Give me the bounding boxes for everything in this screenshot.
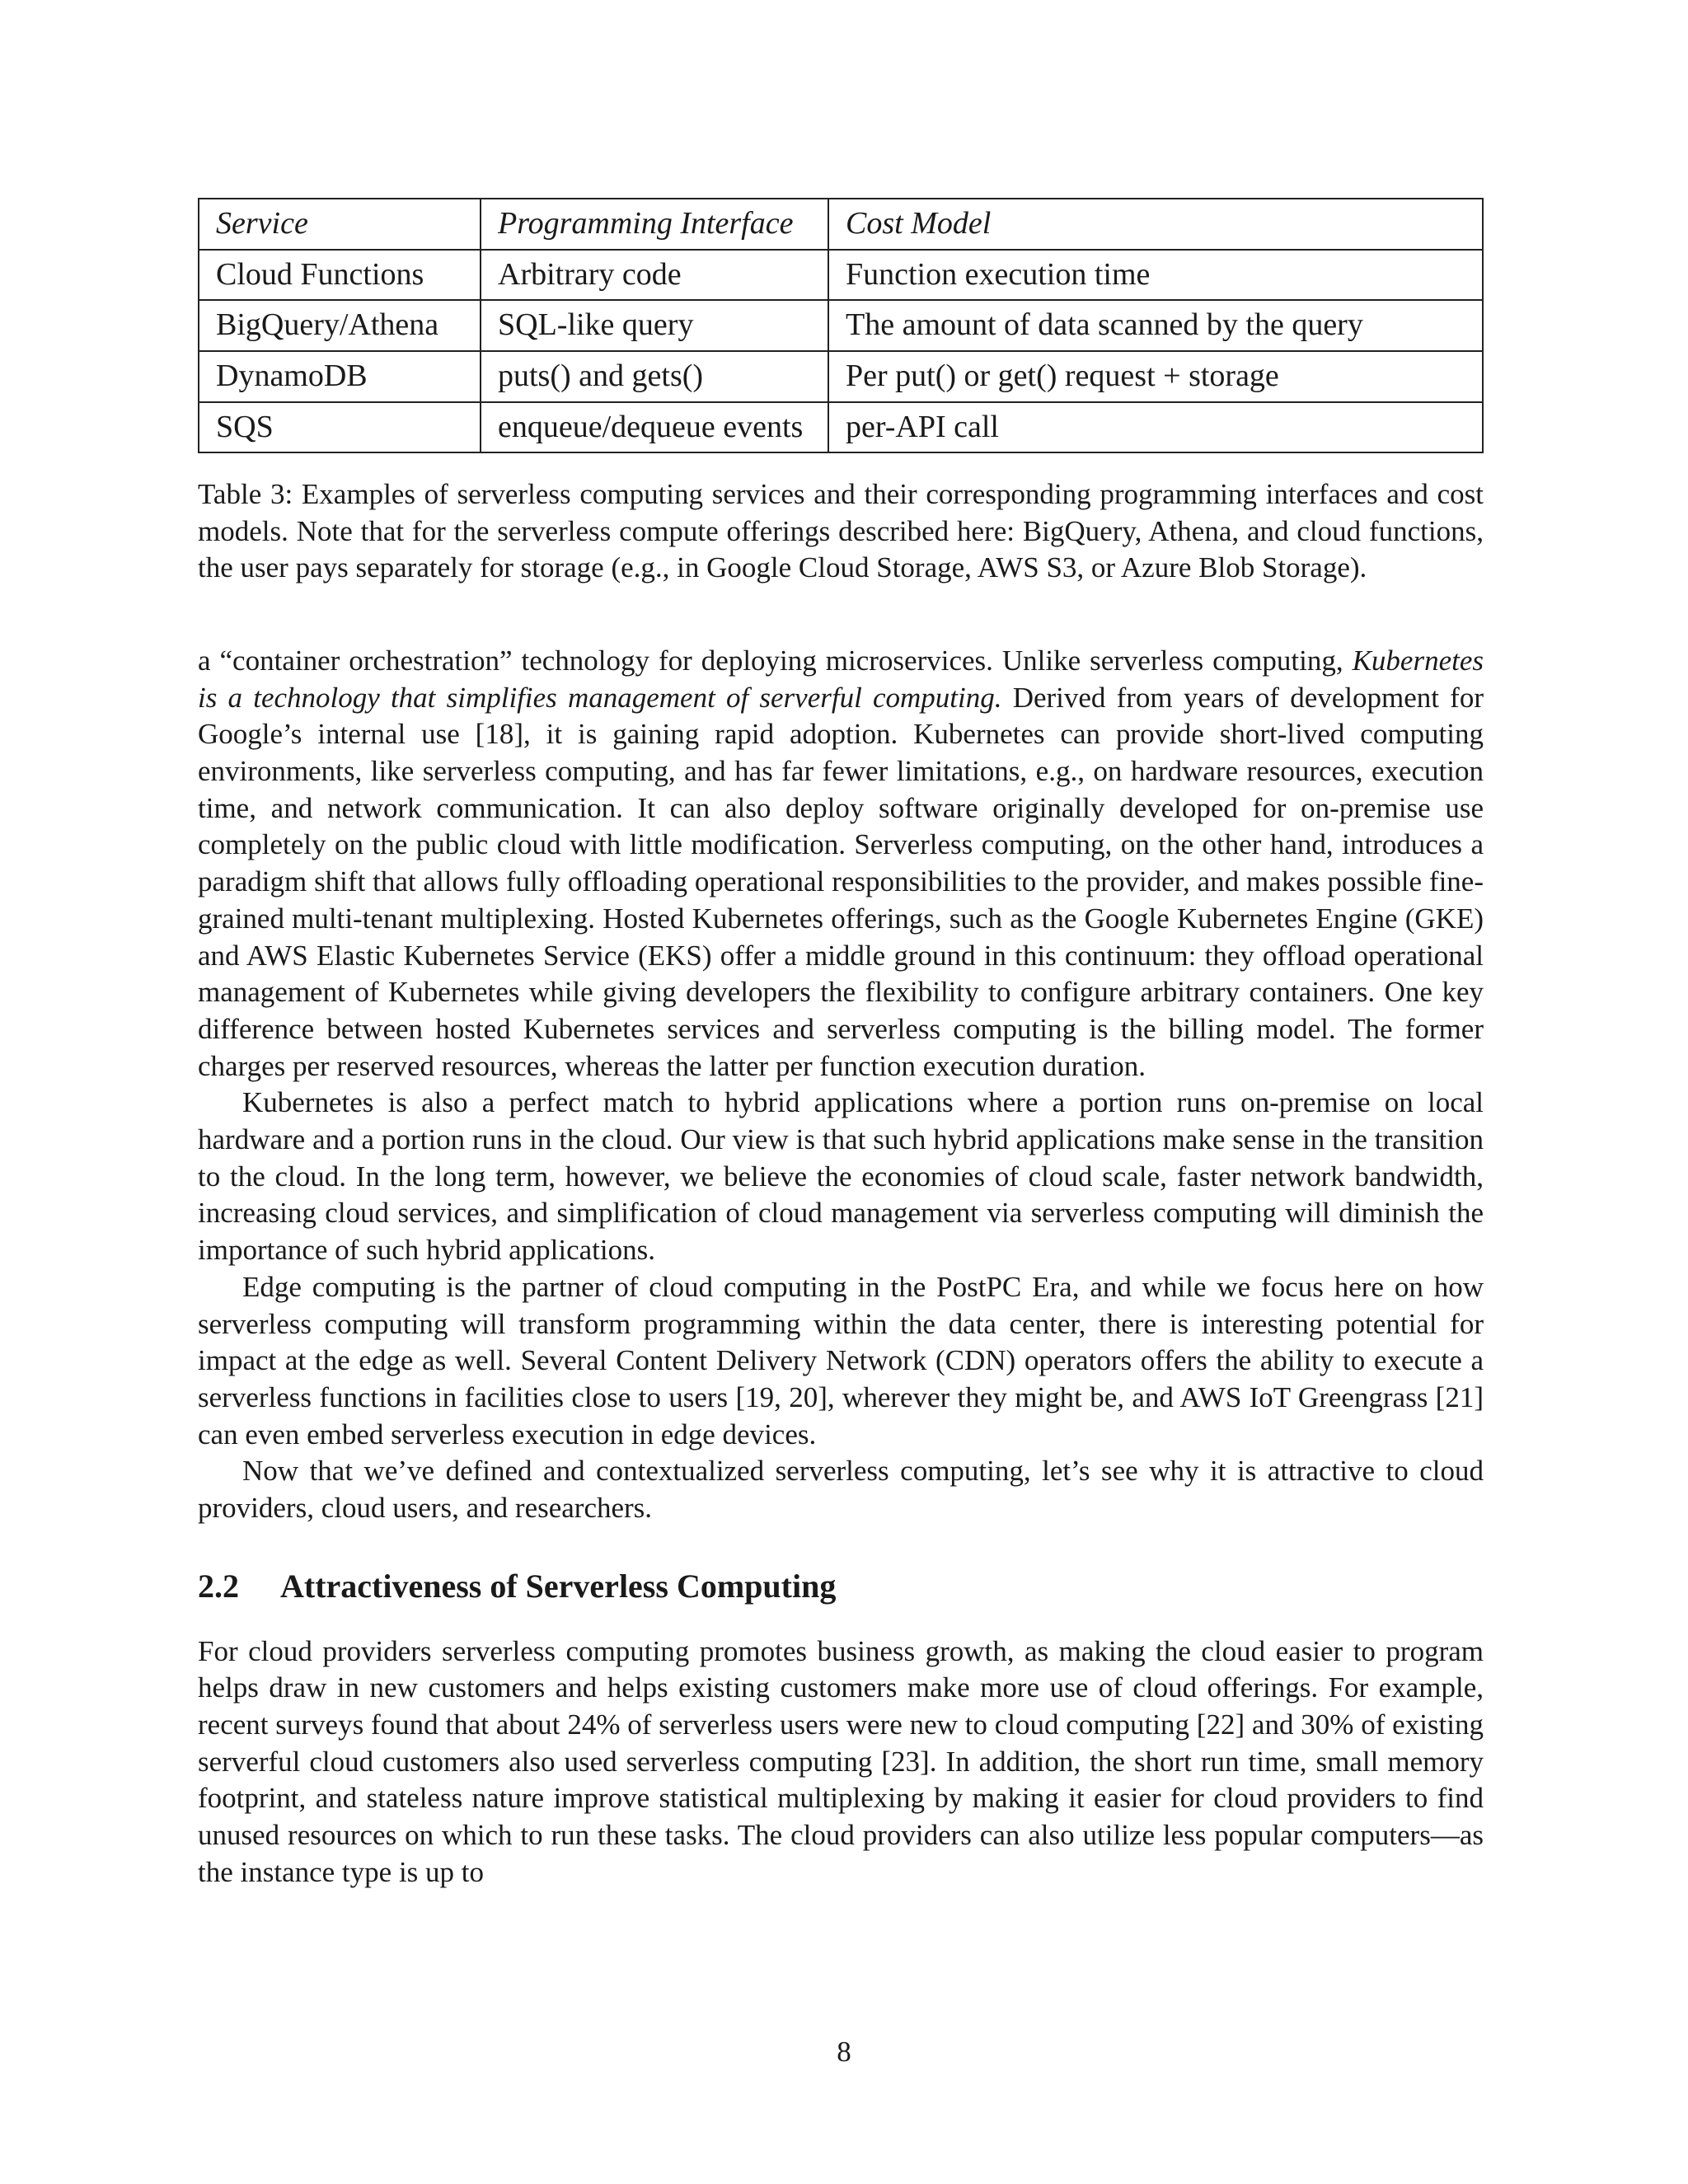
body-text xyxy=(198,643,1484,1891)
header-cost-model: Cost Model xyxy=(828,199,1483,250)
section-number: 2.2 xyxy=(198,1567,239,1605)
header-service: Service xyxy=(199,199,481,250)
table-cell: puts() and gets() xyxy=(481,351,828,402)
table-caption: Table 3: Examples of serverless computing services and their corresponding programming interfaces and cost models. Note that for the serverless compute offerings described here: BigQuery, Athena, and cloud functions, the user pays separately for storage (e.g., in Google Cloud Storage, AWS S3, or Azure Blob Storage). xyxy=(198,478,1484,584)
table-cell: per-API call xyxy=(828,402,1483,453)
emphasized-text: Kubernetes is a technology that simplifies management of serverful computing. xyxy=(198,644,1484,714)
table-row xyxy=(199,351,1483,402)
paragraph xyxy=(198,643,1484,1085)
table-cell: The amount of data scanned by the query xyxy=(828,300,1483,351)
table-row xyxy=(199,402,1483,453)
section-title: Attractiveness of Serverless Computing xyxy=(280,1567,837,1605)
table-cell: DynamoDB xyxy=(199,351,481,402)
services-table xyxy=(198,198,1484,453)
page-content xyxy=(198,198,1484,1891)
page-number: 8 xyxy=(837,2036,851,2068)
table-cell: BigQuery/Athena xyxy=(199,300,481,351)
table-row xyxy=(199,300,1483,351)
table-cell: enqueue/dequeue events xyxy=(481,402,828,453)
table-header-row xyxy=(199,199,1483,250)
paragraph: Now that we’ve defined and contextualized serverless computing, let’s see why it is attractive to cloud providers, cloud users, and researchers. xyxy=(198,1455,1484,1525)
section-heading xyxy=(198,1568,1484,1605)
paragraph-text: Derived from years of development for Google’s internal use [18], it is gaining rapid adoption. Kubernetes can provide short-lived computing environments, like serverless computing, and has far fewer limitations, e.g., on hardware resources, execution time, and network communication. It can also deploy software originally developed for on-premise use completely on the public cloud with little modification. Serverless computing, on the other hand, introduces a paradigm shift that allows fully offloading operational responsibilities to the provider, and makes possible fine-grained multi-tenant multiplexing. Hosted Kubernetes offerings, such as the Google Kubernetes Engine (GKE) and AWS Elastic Kubernetes Service (EKS) offer a middle ground in this continuum: they offload operational management of Kubernetes while giving developers the flexibility to configure arbitrary containers. One key difference between hosted Kubernetes services and serverless computing is the billing model. The former charges per reserved resources, whereas the latter per function execution duration. xyxy=(198,681,1484,1082)
paragraph: Kubernetes is also a perfect match to hybrid applications where a portion runs on-premise on local hardware and a portion runs in the cloud. Our view is that such hybrid applications make sense in the transition to the cloud. In the long term, however, we believe the economies of cloud scale, faster network bandwidth, increasing cloud services, and simplification of cloud management via serverless computing will diminish the importance of such hybrid applications. xyxy=(198,1086,1484,1267)
table-cell: Per put() or get() request + storage xyxy=(828,351,1483,402)
paragraph-text: a “container orchestration” technology for deploying microservices. Unlike serverless computing, xyxy=(198,644,1353,677)
table-row xyxy=(199,250,1483,301)
paragraph: Edge computing is the partner of cloud computing in the PostPC Era, and while we focus here on how serverless computing will transform programming within the data center, there is interesting potential for impact at the edge as well. Several Content Delivery Network (CDN) operators offers the ability to execute a serverless functions in facilities close to users [19, 20], wherever they might be, and AWS IoT Greengrass [21] can even embed serverless execution in edge devices. xyxy=(198,1270,1484,1451)
table-cell: Arbitrary code xyxy=(481,250,828,301)
table-cell: Cloud Functions xyxy=(199,250,481,301)
table-cell: SQS xyxy=(199,402,481,453)
table-cell: Function execution time xyxy=(828,250,1483,301)
paragraph: For cloud providers serverless computing promotes business growth, as making the cloud easier to program helps draw in new customers and helps existing customers make more use of cloud offerings. For example, recent surveys found that about 24% of serverless users were new to cloud computing [22] and 30% of existing serverful cloud customers also used serverless computing [23]. In addition, the short run time, small memory footprint, and stateless nature improve statistical multiplexing by making it easier for cloud providers to find unused resources on which to run these tasks. The cloud providers can also utilize less popular computers—as the instance type is up to xyxy=(198,1634,1484,1888)
header-programming-interface: Programming Interface xyxy=(481,199,828,250)
table-cell: SQL-like query xyxy=(481,300,828,351)
